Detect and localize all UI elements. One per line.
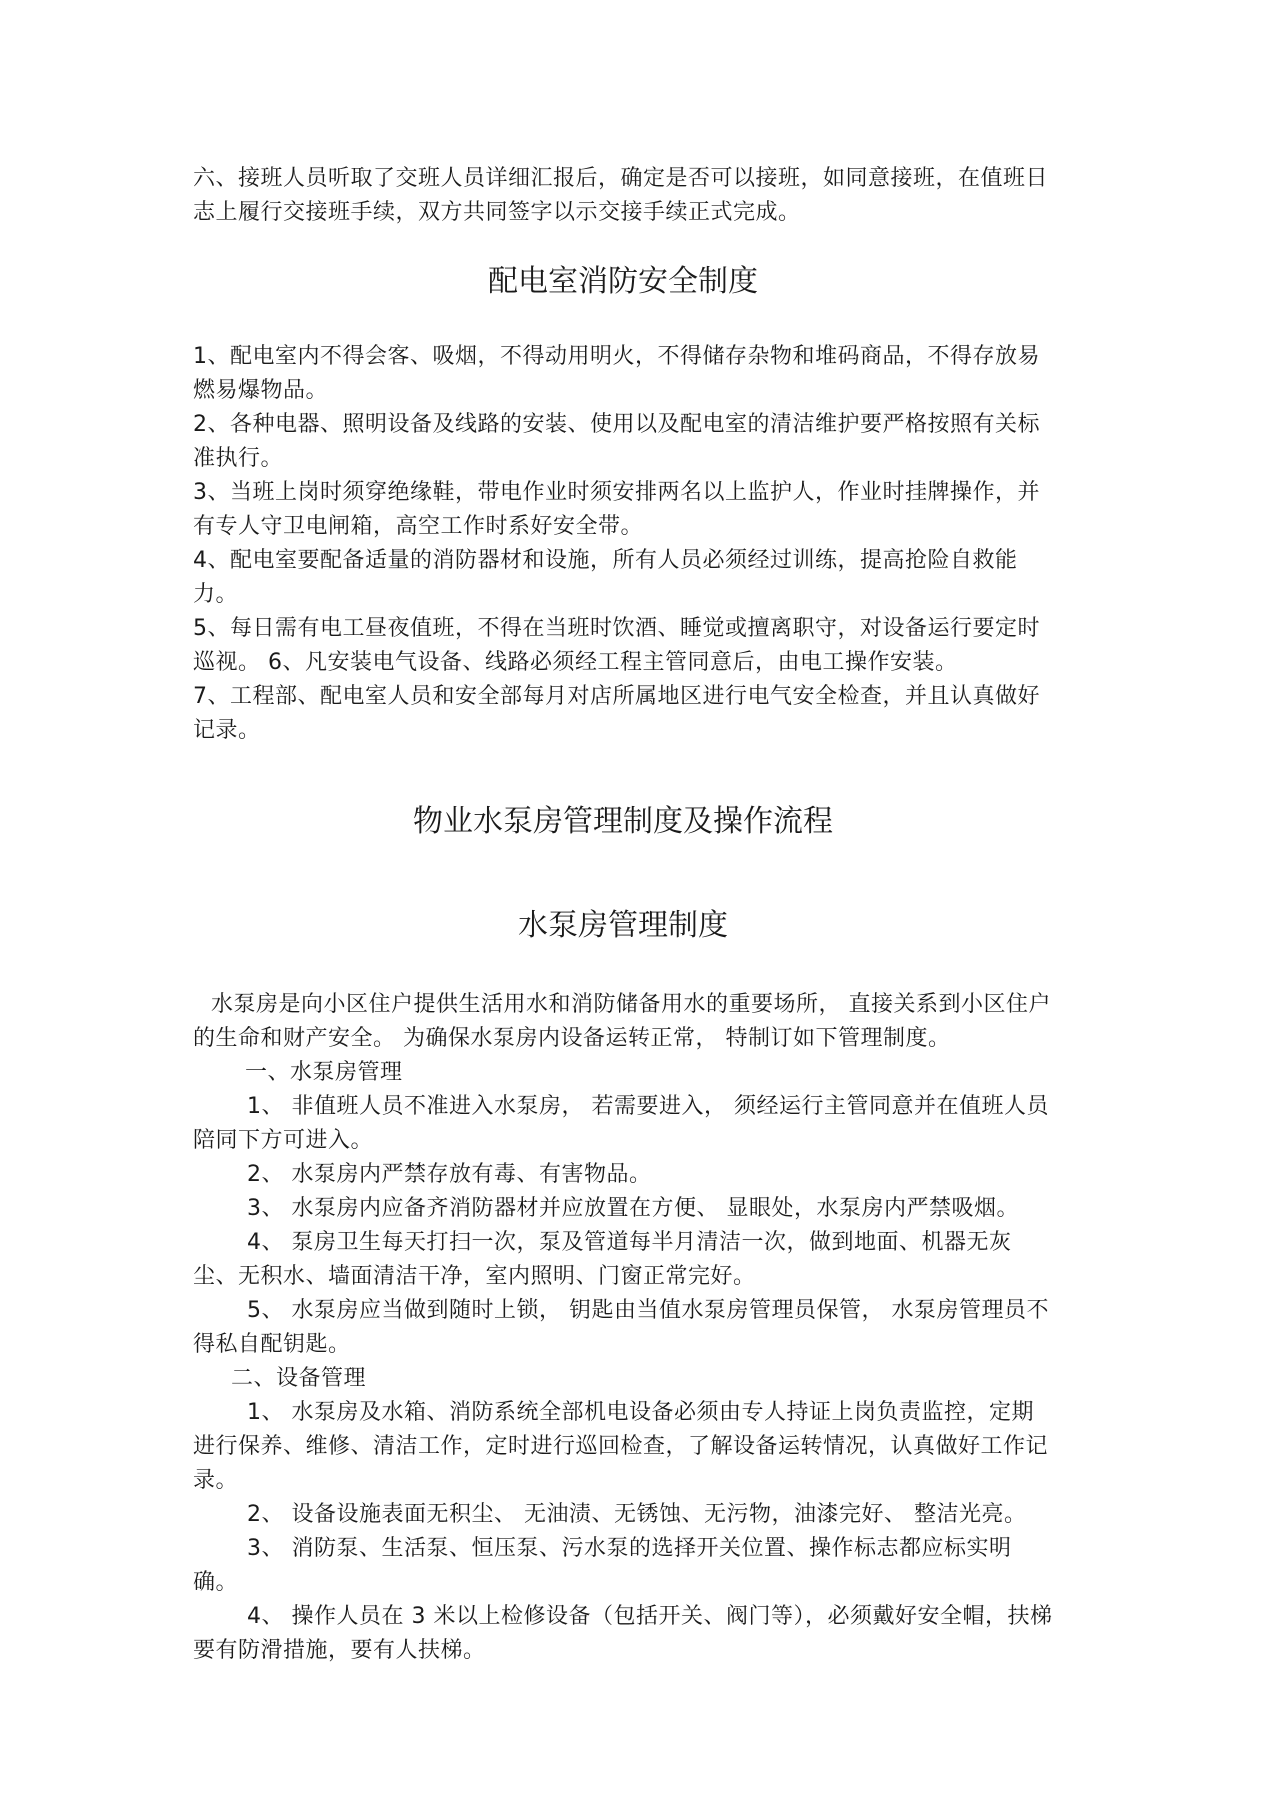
pump-rule-item: 2、 水泵房内严禁存放有毒、有害物品。 bbox=[247, 1162, 652, 1187]
pump-rule-item: 3、 水泵房内应备齐消防器材并应放置在方便、 显眼处，水泵房内严禁吸烟。 bbox=[247, 1196, 1019, 1221]
section-title-pump-room-rules: 水泵房管理制度 bbox=[518, 908, 728, 943]
rule-item: 7、工程部、配电室人员和安全部每月对店所属地区进行电气安全检查，并且认真做好记录。 bbox=[193, 684, 1040, 743]
rule-item: 1、配电室内不得会客、吸烟，不得动用明火，不得储存杂物和堆码商品，不得存放易燃易爆物品。 bbox=[193, 344, 1040, 403]
equipment-rule-item: 3、 消防泵、生活泵、恒压泵、污水泵的选择开关位置、操作标志都应标实明确。 bbox=[193, 1536, 1012, 1595]
section-title-distribution-room: 配电室消防安全制度 bbox=[488, 264, 758, 299]
pump-rule-item: 4、 泵房卫生每天打扫一次，泵及管道每半月清洁一次，做到地面、机器无灰尘、无积水、墙面清洁干净，室内照明、门窗正常完好。 bbox=[193, 1230, 1012, 1289]
equipment-rule-item: 4、 操作人员在 3 米以上检修设备（包括开关、阀门等），必须戴好安全帽，扶梯要有防滑措施，要有人扶梯。 bbox=[193, 1604, 1053, 1663]
document-page bbox=[193, 162, 1093, 1668]
equipment-rule-item: 1、 水泵房及水箱、消防系统全部机电设备必须由专人持证上岗负责监控，定期进行保养、维修、清洁工作，定时进行巡回检查，了解设备运转情况，认真做好工作记录。 bbox=[193, 1400, 1049, 1493]
pump-room-intro: 水泵房是向小区住户提供生活用水和消防储备用水的重要场所， 直接关系到小区住户的生命和财产安全。 为确保水泵房内设备运转正常， 特制订如下管理制度。 bbox=[193, 992, 1051, 1051]
intro-paragraph: 六、接班人员听取了交班人员详细汇报后，确定是否可以接班，如同意接班，在值班日志上履行交接班手续，双方共同签字以示交接手续正式完成。 bbox=[193, 166, 1049, 225]
rule-item: 5、每日需有电工昼夜值班，不得在当班时饮酒、睡觉或擅离职守，对设备运行要定时巡视。 6、凡安装电气设备、线路必须经工程主管同意后，由电工操作安装。 bbox=[193, 616, 1040, 675]
equipment-rule-item: 2、 设备设施表面无积尘、 无油渍、无锈蚀、无污物，油漆完好、 整洁光亮。 bbox=[247, 1502, 1027, 1527]
pump-rule-item: 1、 非值班人员不准进入水泵房， 若需要进入， 须经运行主管同意并在值班人员陪同下方可进入。 bbox=[193, 1094, 1049, 1153]
rule-item: 2、各种电器、照明设备及线路的安装、使用以及配电室的清洁维护要严格按照有关标准执行。 bbox=[193, 412, 1040, 471]
rule-item: 4、配电室要配备适量的消防器材和设施，所有人员必须经过训练，提高抢险自救能力。 bbox=[193, 548, 1018, 607]
distribution-room-rules bbox=[193, 340, 1093, 748]
part2-heading: 二、设备管理 bbox=[231, 1366, 367, 1391]
rule-item: 3、当班上岗时须穿绝缘鞋，带电作业时须安排两名以上监护人，作业时挂牌操作，并有专人守卫电闸箱，高空工作时系好安全带。 bbox=[193, 480, 1040, 539]
pump-rule-item: 5、 水泵房应当做到随时上锁， 钥匙由当值水泵房管理员保管， 水泵房管理员不得私自配钥匙。 bbox=[193, 1298, 1049, 1357]
section-title-pump-room-process: 物业水泵房管理制度及操作流程 bbox=[413, 804, 833, 839]
part1-heading: 一、水泵房管理 bbox=[245, 1060, 403, 1085]
